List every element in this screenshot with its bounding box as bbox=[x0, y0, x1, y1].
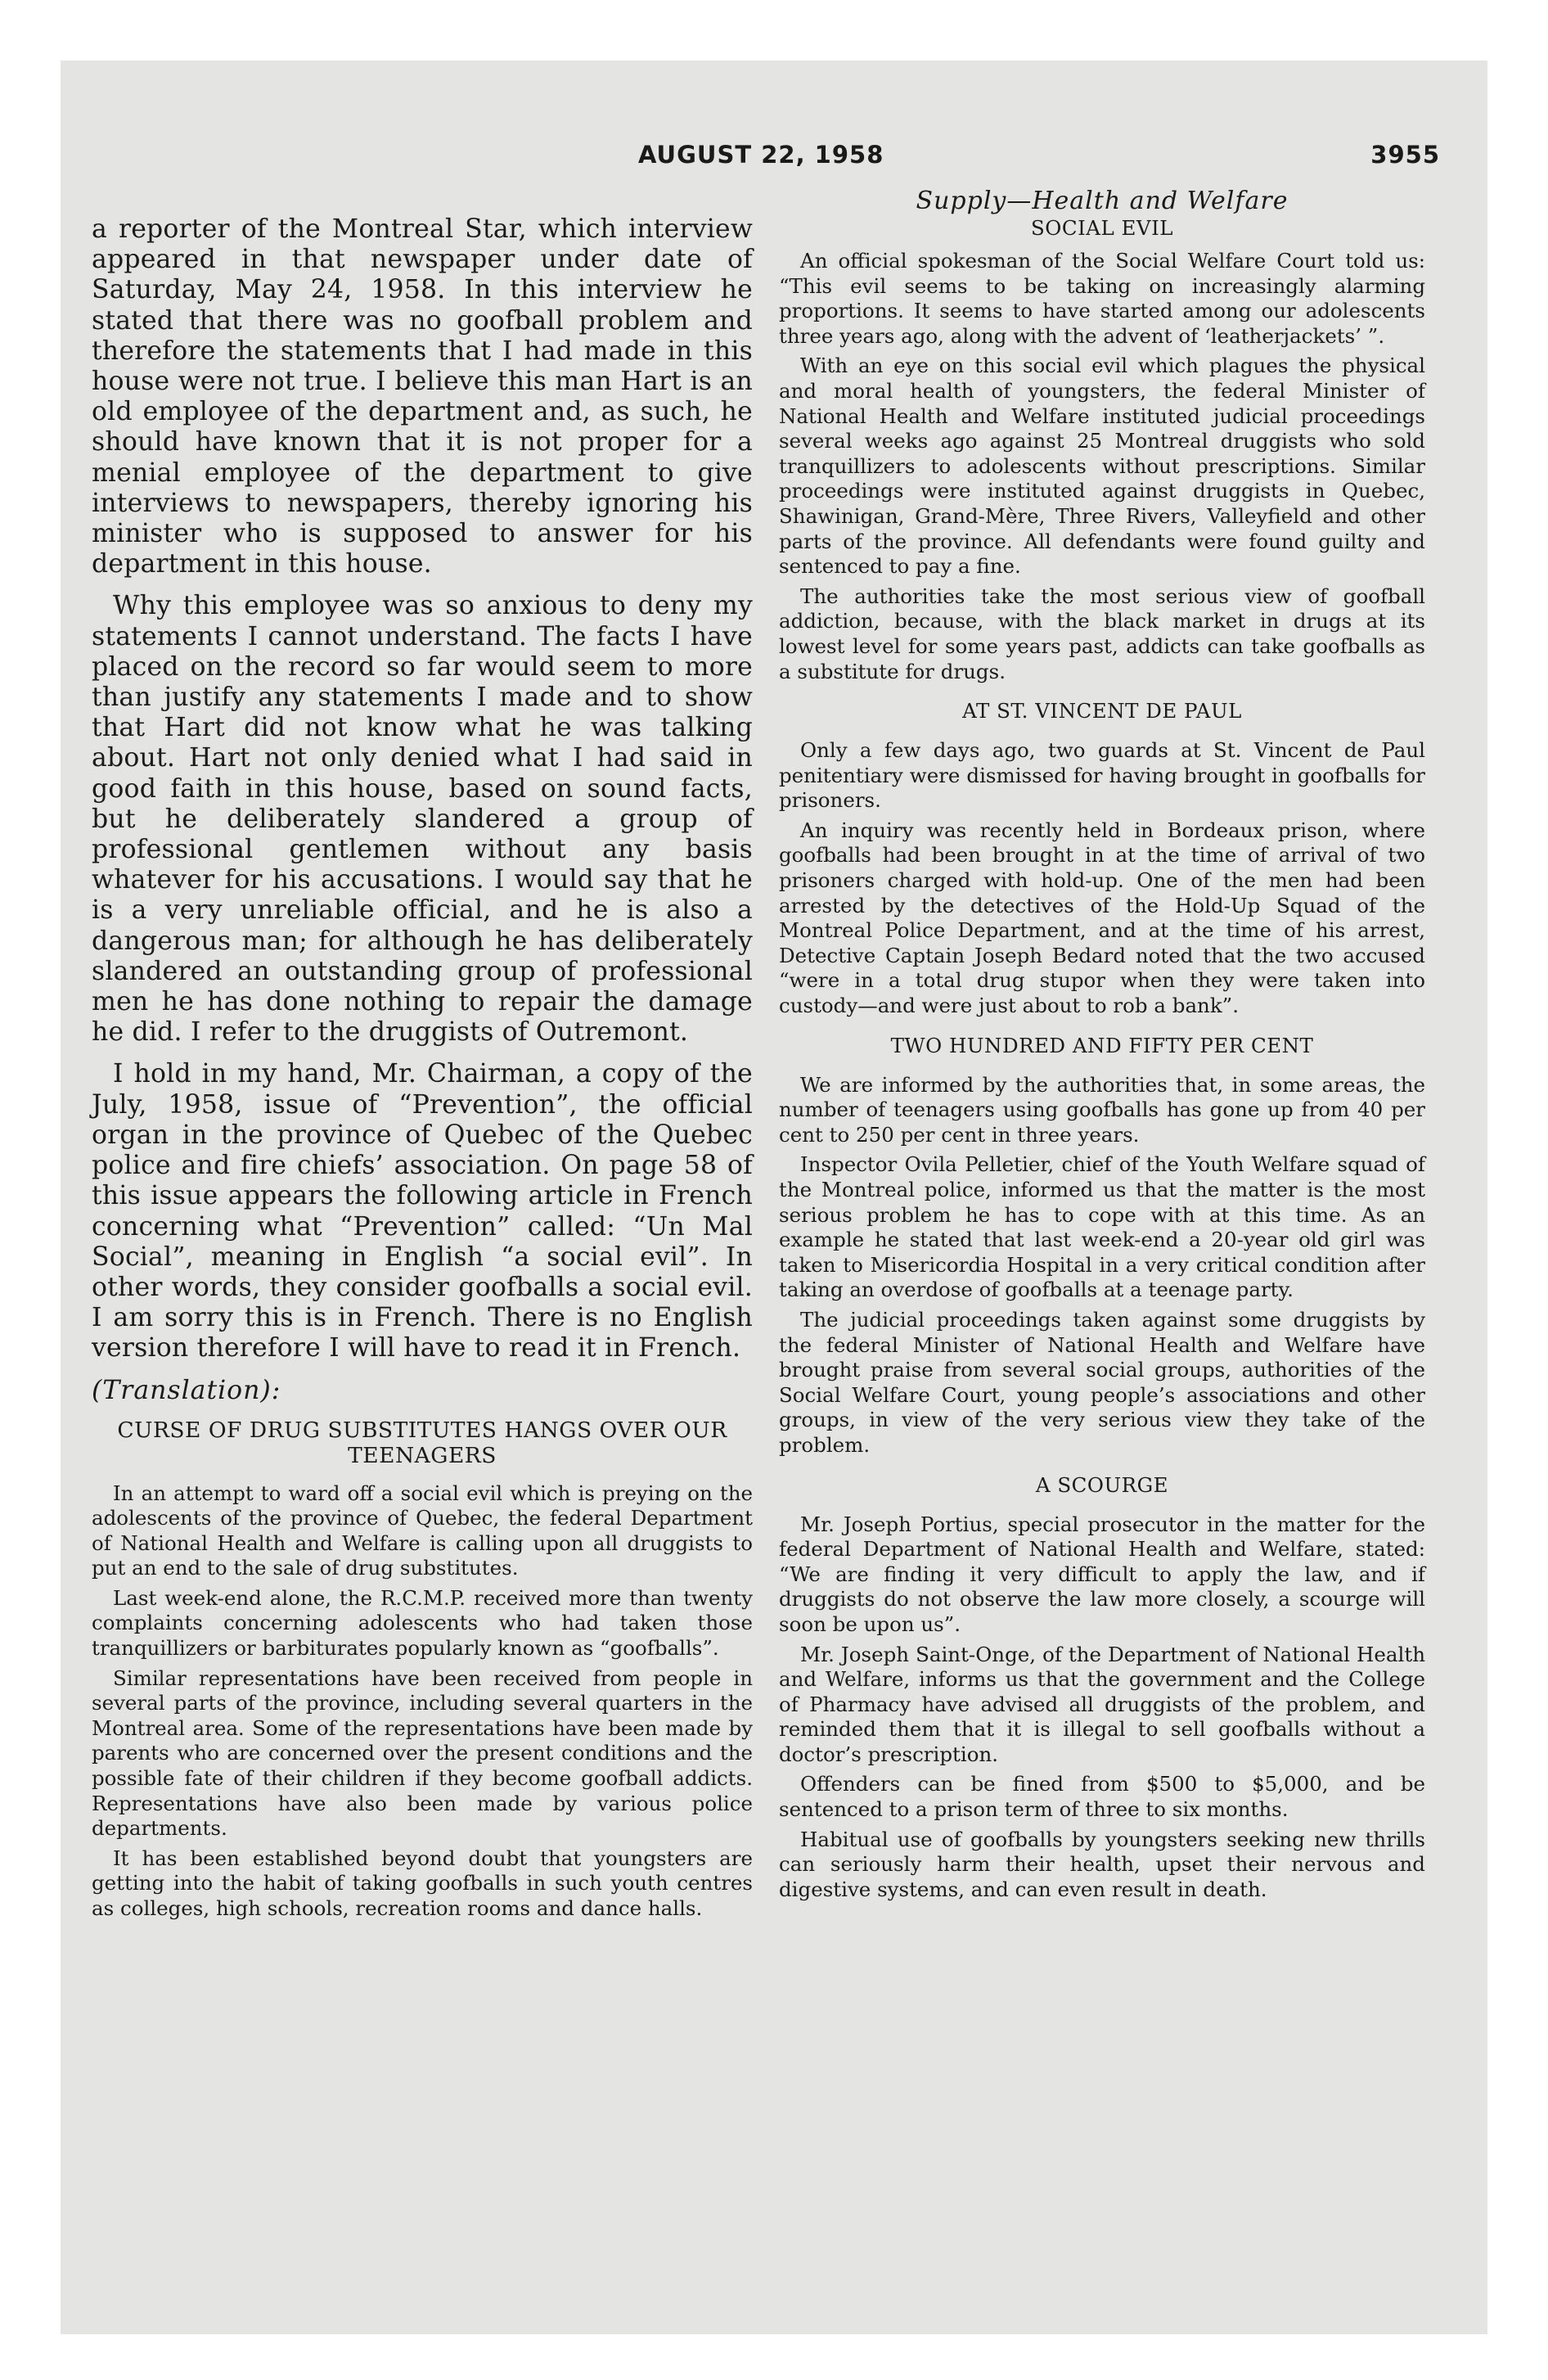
section-paragraph: Mr. Joseph Saint-Onge, of the Department of National Health and Welfare, informs us that the government and the College of Pharmacy have advised all druggists of the problem, and reminded them that it is illegal to sell goofballs without a doctor’s prescription. bbox=[779, 1642, 1425, 1766]
section-paragraph: Inspector Ovila Pelletier, chief of the Youth Welfare squad of the Montreal police, informed us that the matter is the most serious problem he has to cope with at this time. As an example he stated that last week-end a 20-year old girl was taken to Misericordia Hospital in a very critical condition after taking an overdose of goofballs at a teenage party. bbox=[779, 1152, 1425, 1302]
running-head: Supply—Health and Welfare bbox=[916, 187, 1289, 215]
section-paragraph: The judicial proceedings taken against some druggists by the federal Minister of National Health and Welfare have brought praise from several social groups, authorities of the Social Welfare Court, young people’s associations and other groups, in view of the very serious view they take of the problem. bbox=[779, 1307, 1425, 1457]
body-paragraph: a reporter of the Montreal Star, which interview appeared in that newspaper under date of Saturday, May 24, 1958. In this interview he stated that there was no goofball problem and therefore the statements that I had made in this house were not true. I believe this man Hart is an old employee of the department and, as such, he should have known that it is not proper for a menial employee of the department to give interviews to newspapers, thereby ignoring his minister who is supposed to answer for his department in this house. bbox=[92, 214, 753, 579]
section-paragraph: An official spokesman of the Social Welfare Court told us: “This evil seems to be taking on increasingly alarming proportions. It seems to have started among our adolescents three years ago, along with the advent of ‘leatherjackets’ ”. bbox=[779, 249, 1425, 348]
left-column bbox=[92, 214, 753, 1927]
section-paragraph: An inquiry was recently held in Bordeaux prison, where goofballs had been brought in at the time of arrival of two prisoners charged with hold-up. One of the men had been arrested by the detectives of the Hold-Up Squad of the Montreal Police Department, and at the time of his arrest, Detective Captain Joseph Bedard noted that the two accused “were in a total drug stupor when they were taken into custody—and were just about to rob a bank”. bbox=[779, 818, 1425, 1018]
article-paragraph: It has been established beyond doubt that youngsters are getting into the habit of taking goofballs in such youth centres as colleges, high schools, recreation rooms and dance halls. bbox=[92, 1846, 753, 1921]
section-paragraph: Only a few days ago, two guards at St. Vincent de Paul penitentiary were dismissed for having brought in goofballs for prisoners. bbox=[779, 738, 1425, 813]
section-heading: TWO HUNDRED AND FIFTY PER CENT bbox=[890, 1033, 1314, 1057]
body-paragraph: Why this employee was so anxious to deny my statements I cannot understand. The facts I have placed on the record so far would seem to more than justify any statements I made and to show that Hart did not know what he was talking about. Hart not only denied what I had said in good faith in this house, based on sound facts, but he deliberately slandered a group of professional gentlemen without any basis whatever for his accusations. I would say that he is a very unreliable official, and he is also a dangerous man; for although he has deliberately slandered an outstanding group of professional men he has done nothing to repair the damage he did. I refer to the druggists of Outremont. bbox=[92, 591, 753, 1048]
section-paragraph: Offenders can be fined from $500 to $5,000, and be sentenced to a prison term of three to six months. bbox=[779, 1772, 1425, 1822]
header-date: AUGUST 22, 1958 bbox=[638, 141, 884, 169]
section-paragraph: We are informed by the authorities that, in some areas, the number of teenagers using goofballs has gone up from 40 per cent to 250 per cent in three years. bbox=[779, 1072, 1425, 1147]
section-heading: SOCIAL EVIL bbox=[1030, 216, 1174, 240]
page-number: 3955 bbox=[1370, 141, 1440, 169]
article-paragraph: Similar representations have been received from people in several parts of the province, including several quarters in the Montreal area. Some of the representations have been made by parents who are concerned over the present conditions and the possible fate of their children if they become goofball addicts. Representations have also been made by various police departments. bbox=[92, 1666, 753, 1841]
section-heading: A SCOURGE bbox=[1035, 1472, 1169, 1497]
body-paragraph: I hold in my hand, Mr. Chairman, a copy of the July, 1958, issue of “Prevention”, the official organ in the province of Quebec of the Quebec police and fire chiefs’ association. On page 58 of this issue appears the following article in French concerning what “Prevention” called: “Un Mal Social”, meaning in English “a social evil”. In other words, they consider goofballs a social evil. I am sorry this is in French. There is no English version therefore I will have to read it in French. bbox=[92, 1059, 753, 1364]
article-paragraph: In an attempt to ward off a social evil which is preying on the adolescents of the province of Quebec, the federal Department of National Health and Welfare is calling upon all druggists to put an end to the sale of drug substitutes. bbox=[92, 1481, 753, 1580]
article-paragraph: Last week-end alone, the R.C.M.P. received more than twenty complaints concerning adolescents who had taken those tranquillizers or barbiturates popularly known as “goofballs”. bbox=[92, 1585, 753, 1661]
section-paragraph: With an eye on this social evil which plagues the physical and moral health of youngsters, the federal Minister of National Health and Welfare instituted judicial proceedings several weeks ago against 25 Montreal druggists who sold tranquillizers to adolescents without prescriptions. Similar proceedings were instituted against druggists in Quebec, Shawinigan, Grand-Mère, Three Rivers, Valleyfield and other parts of the province. All defendants were found guilty and sentenced to pay a fine. bbox=[779, 354, 1425, 579]
section-paragraph: The authorities take the most serious view of goofball addiction, because, with the black market in drugs at its lowest level for some years past, addicts can take goofballs as a substitute for drugs. bbox=[779, 584, 1425, 683]
section-heading: AT ST. VINCENT DE PAUL bbox=[962, 699, 1242, 723]
page-header bbox=[638, 141, 1440, 174]
article-heading: CURSE OF DRUG SUBSTITUTES HANGS OVER OUR TEENAGERS bbox=[117, 1417, 727, 1468]
translation-label: (Translation): bbox=[92, 1375, 281, 1405]
right-column bbox=[779, 187, 1425, 1907]
section-paragraph: Habitual use of goofballs by youngsters seeking new thrills can seriously harm their health, upset their nervous and digestive systems, and can even result in death. bbox=[779, 1827, 1425, 1901]
section-paragraph: Mr. Joseph Portius, special prosecutor in the matter for the federal Department of National Health and Welfare, stated: “We are finding it very difficult to apply the law, and if druggists do not observe the law more closely, a scourge will soon be upon us”. bbox=[779, 1512, 1425, 1636]
